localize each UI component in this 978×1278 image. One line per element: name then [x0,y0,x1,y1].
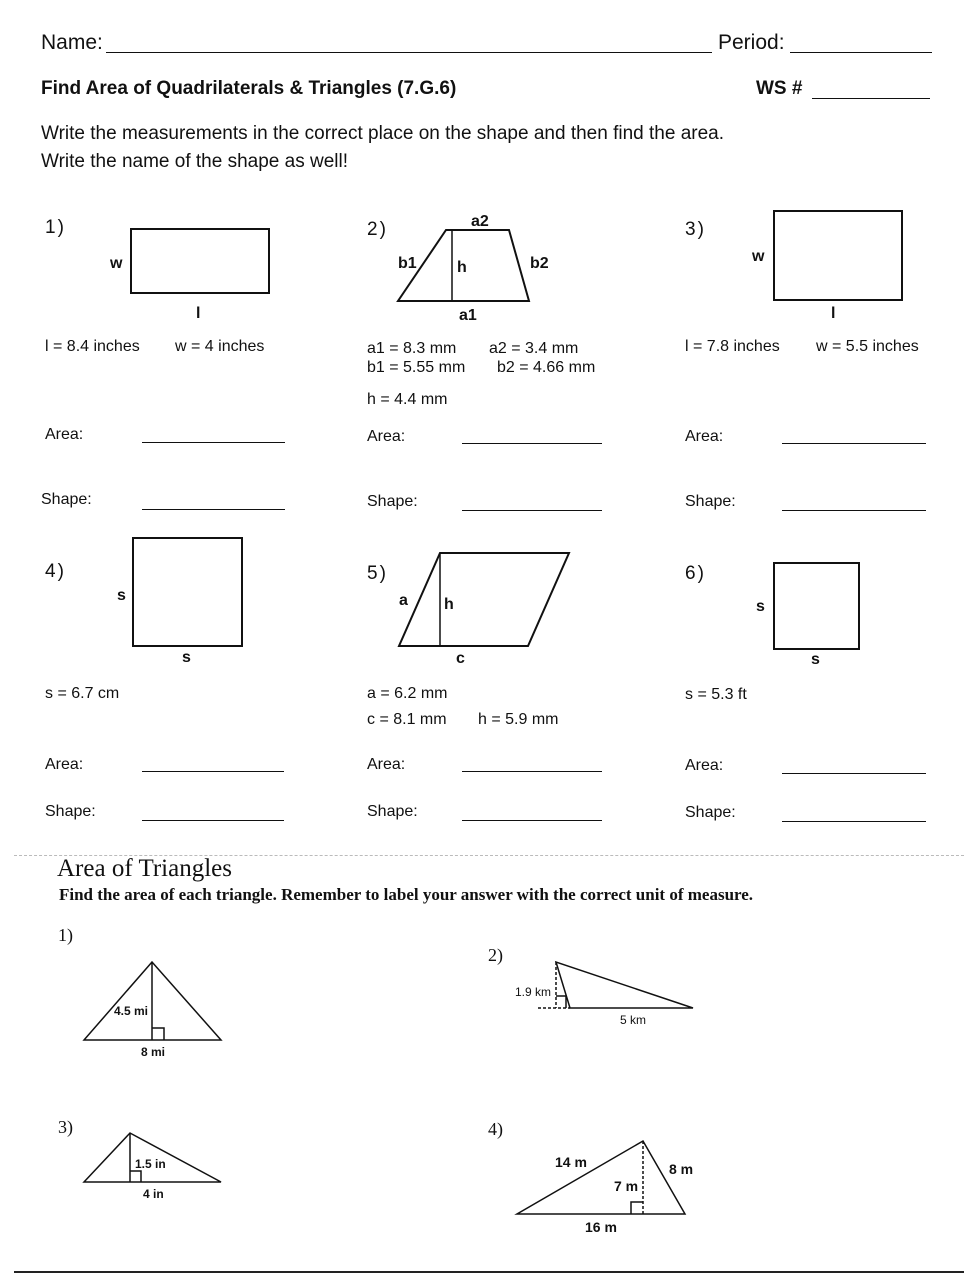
triangle-4-number: 4) [488,1119,503,1139]
p5-c-label: c [456,650,465,667]
p6-shape-label: Shape: [685,804,736,821]
p3-shape-label: Shape: [685,493,736,510]
p2-a1-label: a1 [459,307,477,324]
p6-measure-s: s = 5.3 ft [685,686,747,703]
p5-measure-a: a = 6.2 mm [367,685,448,702]
problem-1-number: 1) [45,217,66,238]
triangle-3-right-angle [130,1171,141,1182]
worksheet-title: Find Area of Quadrilaterals & Triangles (7.G.6) [41,78,457,99]
triangles-section-title: Area of Triangles [57,855,232,882]
problem-4-number: 4) [45,561,66,582]
p2-a2-label: a2 [471,213,489,230]
p3-w-label: w [752,248,765,265]
p6-area-label: Area: [685,757,724,774]
triangle-3-number: 3) [58,1117,73,1137]
problem-2-number: 2) [367,219,388,240]
page-bottom-rule [14,1271,964,1273]
instruction-line-2: Write the name of the shape as well! [41,151,348,172]
p4-s-side-label: s [117,587,126,604]
problem-6-number: 6) [685,563,706,584]
p1-shape-label: Shape: [41,491,92,508]
triangle-2-number: 2) [488,945,503,965]
p5-a-label: a [399,592,408,609]
p4-area-label: Area: [45,756,84,773]
p2-h-label: h [457,259,467,276]
triangle-4-right-angle [631,1202,643,1214]
triangle-3-base-label: 4 in [143,1187,164,1201]
triangle-1-number: 1) [58,925,73,945]
triangle-3-height-label: 1.5 in [135,1157,166,1171]
p5-area-label: Area: [367,756,406,773]
p5-shape-label: Shape: [367,803,418,820]
triangle-1-height-label: 4.5 mi [114,1004,149,1018]
p1-measure-w: w = 4 inches [175,338,265,355]
p1-measure-l: l = 8.4 inches [45,338,140,355]
ws-number-label: WS # [756,78,803,99]
p6-s-bottom-label: s [811,651,820,668]
name-label: Name: [41,31,103,54]
p2-b1-label: b1 [398,255,417,272]
period-label: Period: [718,31,785,54]
p2-measure-a1: a1 = 8.3 mm [367,340,457,357]
triangle-4-left-label: 14 m [555,1154,587,1170]
problem-5-number: 5) [367,563,388,584]
p1-w-label: w [110,255,123,272]
p3-measure-l: l = 7.8 inches [685,338,780,355]
p2-measure-b1: b1 = 5.55 mm [367,359,466,376]
p3-l-label: l [831,305,836,322]
p1-area-label: Area: [45,426,84,443]
triangles-section-subtitle: Find the area of each triangle. Remember to label your answer with the correct unit of measure. [59,885,754,904]
triangle-4-right-label: 8 m [669,1161,694,1177]
p1-l-label: l [196,305,201,322]
p4-measure-s: s = 6.7 cm [45,685,120,702]
p5-measure-c: c = 8.1 mm [367,711,447,728]
p6-s-side-label: s [756,598,765,615]
p2-measure-b2: b2 = 4.66 mm [497,359,596,376]
instruction-line-1: Write the measurements in the correct place on the shape and then find the area. [41,123,724,144]
p2-measure-a2: a2 = 3.4 mm [489,340,579,357]
p5-measure-h: h = 5.9 mm [478,711,559,728]
p3-area-label: Area: [685,428,724,445]
p3-measure-w: w = 5.5 inches [816,338,919,355]
p2-measure-h: h = 4.4 mm [367,391,448,408]
triangle-2-height-label: 1.9 km [515,985,552,999]
triangle-2-right-angle [556,996,566,1008]
triangle-1-base-label: 8 mi [141,1045,166,1059]
p2-b2-label: b2 [530,255,549,272]
problem-3-number: 3) [685,219,706,240]
p2-shape-label: Shape: [367,493,418,510]
triangle-1-right-angle [152,1028,164,1040]
p5-h-label: h [444,596,454,613]
p2-area-label: Area: [367,428,406,445]
triangle-4-base-label: 16 m [585,1219,617,1235]
p4-s-bottom-label: s [182,649,191,666]
triangle-shape-2 [556,962,693,1008]
triangle-4-height-label: 7 m [614,1178,639,1194]
p4-shape-label: Shape: [45,803,96,820]
triangle-2-base-label: 5 km [620,1013,647,1027]
triangle-shape-4 [517,1141,685,1214]
